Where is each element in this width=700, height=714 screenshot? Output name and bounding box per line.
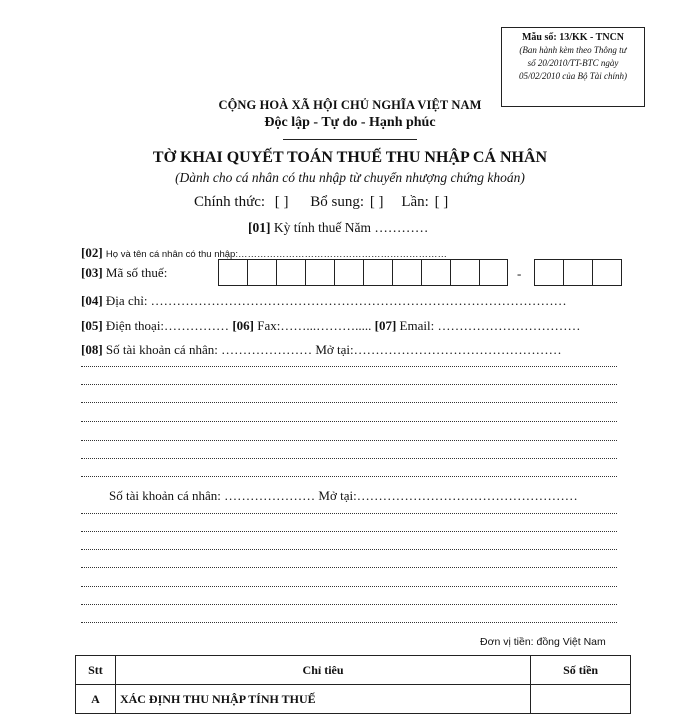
field-02-code: [02] [81, 245, 103, 260]
email-field[interactable]: Email: …………………………… [399, 318, 581, 333]
blank-line[interactable] [81, 604, 617, 605]
field-04 [81, 293, 567, 309]
blank-line[interactable] [81, 421, 617, 422]
header-divider [283, 139, 417, 140]
row-item: XÁC ĐỊNH THU NHẬP TÍNH THUẾ [115, 685, 530, 714]
field-01 [248, 220, 428, 236]
currency-unit: Đơn vị tiền: đồng Việt Nam [480, 636, 606, 648]
official-checkbox[interactable]: [ ] [274, 194, 289, 210]
tax-code-digit[interactable] [306, 260, 335, 285]
field-01-code: [01] [248, 220, 271, 235]
tax-code-digit[interactable] [364, 260, 393, 285]
blank-line[interactable] [81, 531, 617, 532]
row-amount[interactable] [531, 685, 631, 714]
field-05-07 [81, 318, 580, 334]
tax-code-digit[interactable] [422, 260, 451, 285]
tax-code-dash: - [517, 266, 522, 281]
second-account-row [109, 488, 578, 504]
address-field[interactable]: Địa chỉ: …………………………………………………………………………………… [105, 293, 567, 308]
field-03 [81, 265, 167, 281]
phone-field[interactable]: Điện thoại:…………… [105, 318, 230, 333]
fax-field[interactable]: Fax:……...………..... [257, 318, 372, 333]
times-checkbox[interactable]: [ ] [434, 194, 449, 210]
tax-code-digit[interactable] [219, 260, 248, 285]
blank-line[interactable] [81, 366, 617, 367]
table-header-row [76, 656, 631, 685]
col-header-stt: Stt [76, 656, 116, 685]
page-title: TỜ KHAI QUYẾT TOÁN THUẾ THU NHẬP CÁ NHÂN [152, 149, 548, 166]
form-number-box [501, 27, 645, 107]
table-row [76, 685, 631, 714]
tax-code-digit[interactable] [248, 260, 277, 285]
blank-line[interactable] [81, 402, 617, 403]
blank-line[interactable] [81, 513, 617, 514]
tax-code-boxes[interactable] [218, 259, 508, 286]
tax-code-digit[interactable] [335, 260, 364, 285]
blank-line[interactable] [81, 586, 617, 587]
nation-header: CỘNG HOÀ XÃ HỘI CHỦ NGHĨA VIỆT NAM [218, 98, 482, 112]
tax-code-digit[interactable] [393, 260, 422, 285]
blank-line[interactable] [81, 440, 617, 441]
field-08 [81, 342, 562, 358]
declaration-type-row [194, 194, 448, 211]
blank-line[interactable] [81, 567, 617, 568]
tax-code-label: Mã số thuế: [105, 265, 168, 280]
col-header-amount: Số tiền [531, 656, 631, 685]
field-03-code: [03] [81, 265, 103, 280]
tax-period-label[interactable]: Kỳ tính thuế Năm ………… [273, 220, 429, 235]
tax-code-digit[interactable] [451, 260, 480, 285]
form-number: Mẫu số: 13/KK - TNCN [521, 32, 625, 43]
times-label: Lần: [401, 194, 429, 210]
tax-code-digit[interactable] [277, 260, 306, 285]
field-08-code: [08] [81, 342, 103, 357]
tax-code-suffix-boxes[interactable] [534, 259, 622, 286]
official-label: Chính thức: [194, 194, 266, 210]
form-note-line3: 05/02/2010 của Bộ Tài chính) [519, 71, 627, 81]
form-note-line1: (Ban hành kèm theo Thông tư [519, 45, 627, 55]
blank-line[interactable] [81, 476, 617, 477]
col-header-item: Chỉ tiêu [115, 656, 530, 685]
blank-line[interactable] [81, 458, 617, 459]
page-subtitle: (Dành cho cá nhân có thu nhập từ chuyển nhượng chứng khoán) [175, 170, 525, 185]
row-stt: A [76, 685, 116, 714]
blank-line[interactable] [81, 622, 617, 623]
field-04-code: [04] [81, 293, 103, 308]
field-06-code: [06] [232, 318, 254, 333]
blank-line[interactable] [81, 549, 617, 550]
supplement-checkbox[interactable]: [ ] [369, 194, 384, 210]
blank-line[interactable] [81, 384, 617, 385]
bank-account-field[interactable]: Số tài khoản cá nhân: ………………… Mở tại:………………………………………… [105, 342, 562, 357]
second-bank-account-field[interactable]: Số tài khoản cá nhân: ………………… Mở tại:…………………………………………… [109, 488, 578, 503]
taxpayer-name-field[interactable]: Họ và tên cá nhân có thu nhập:………………………………………………………… [105, 249, 447, 260]
field-05-code: [05] [81, 318, 103, 333]
tax-code-suffix-digit[interactable] [564, 260, 593, 285]
tax-code-suffix-digit[interactable] [535, 260, 564, 285]
motto-header: Độc lập - Tự do - Hạnh phúc [264, 115, 436, 130]
tax-table [75, 655, 631, 714]
form-note-line2: số 20/2010/TT-BTC ngày [527, 58, 619, 68]
supplement-label: Bổ sung: [310, 194, 365, 210]
field-07-code: [07] [374, 318, 397, 333]
